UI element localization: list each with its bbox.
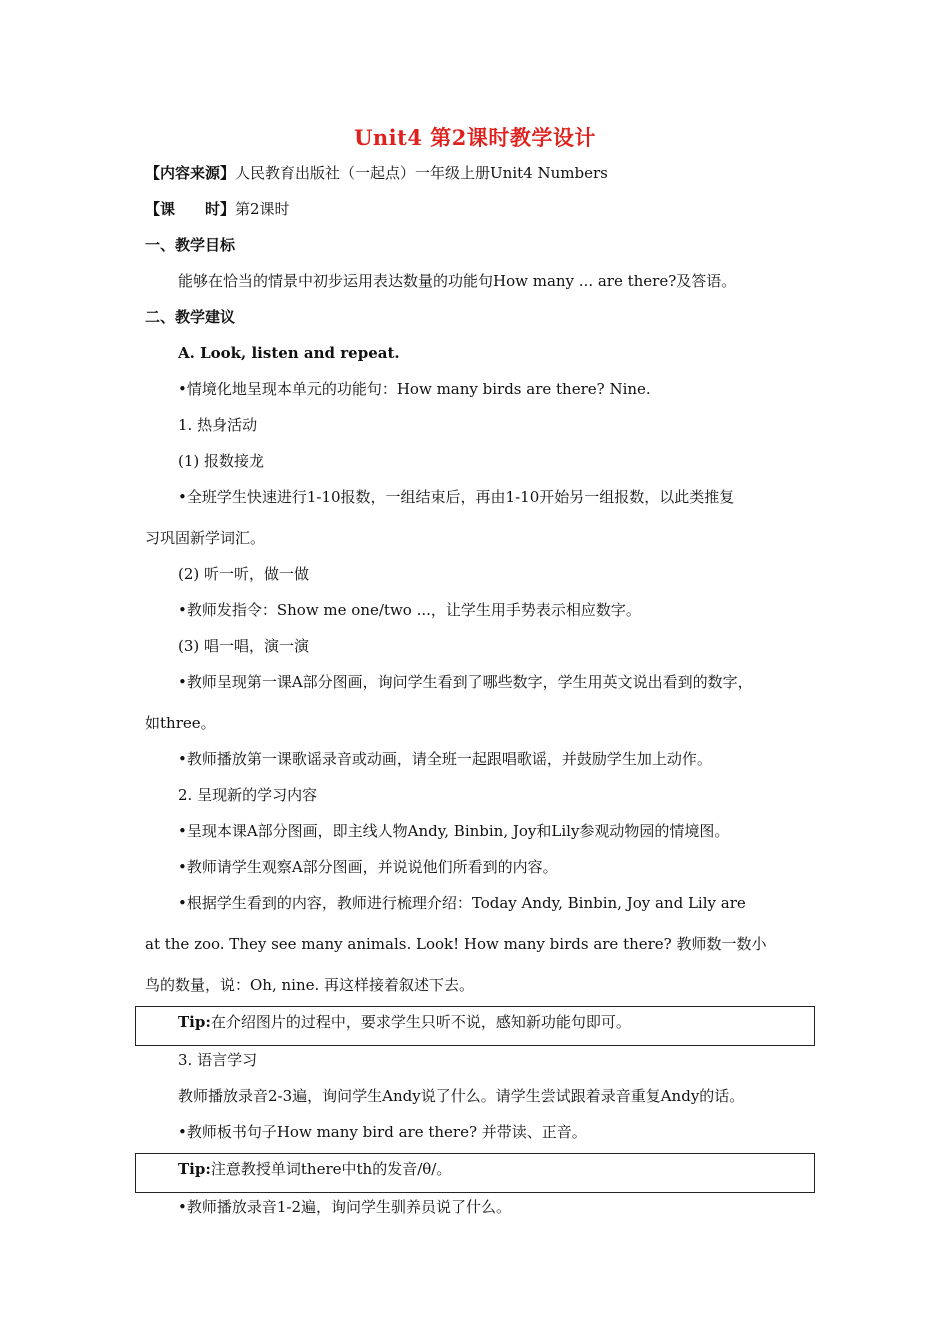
advice-heading: 二、教学建议 <box>145 308 236 326</box>
sub2-heading: (2) 听一听，做一做 <box>178 565 310 583</box>
step2-text-a: •呈现本课A部分图画，即主线人物Andy, Binbin, Joy和Lily参观动物园的情境图。 <box>178 822 730 840</box>
sub3-text-b: 如three。 <box>145 714 216 732</box>
step2-heading: 2. 呈现新的学习内容 <box>178 786 318 804</box>
step2-text-c1: •根据学生看到的内容，教师进行梳理介绍：Today Andy, Binbin, Joy and Lily are <box>178 894 746 912</box>
sub3-text-a: •教师呈现第一课A部分图画，询问学生看到了哪些数字，学生用英文说出看到的数字， <box>178 673 753 691</box>
source-label: 【内容来源】 <box>145 164 236 182</box>
step3-heading: 3. 语言学习 <box>178 1051 258 1069</box>
step3-text-b: •教师板书句子How many bird are there? 并带读、正音。 <box>178 1123 587 1141</box>
sub3-heading: (3) 唱一唱，演一演 <box>178 637 310 655</box>
step2-text-c3: 鸟的数量，说：Oh, nine. 再这样接着叙述下去。 <box>145 976 475 994</box>
tip2-label: Tip: <box>178 1160 211 1178</box>
part-a-intro: •情境化地呈现本单元的功能句：How many birds are there? Nine. <box>178 380 651 398</box>
period-line <box>145 199 290 219</box>
part-a-heading: A. Look, listen and repeat. <box>178 344 400 362</box>
tip1-text: 在介绍图片的过程中，要求学生只听不说，感知新功能句即可。 <box>210 1013 631 1031</box>
step3-text-c: •教师播放录音1-2遍，询问学生驯养员说了什么。 <box>178 1198 512 1216</box>
step3-text-a: 教师播放录音2-3遍，询问学生Andy说了什么。请学生尝试跟着录音重复Andy的话。 <box>178 1087 745 1105</box>
tip1-line <box>178 1012 631 1032</box>
step1-heading: 1. 热身活动 <box>178 416 258 434</box>
tip1-label: Tip: <box>178 1013 211 1031</box>
sub3-text-c: •教师播放第一课歌谣录音或动画，请全班一起跟唱歌谣，并鼓励学生加上动作。 <box>178 750 712 768</box>
tip2-line <box>178 1159 451 1179</box>
goals-text: 能够在恰当的情景中初步运用表达数量的功能句How many ... are there?及答语。 <box>178 272 737 290</box>
sub1-text-b: 习巩固新学词汇。 <box>145 529 266 547</box>
tip2-text: 注意教授单词there中th的发音/θ/。 <box>210 1160 452 1178</box>
step2-text-b: •教师请学生观察A部分图画，并说说他们所看到的内容。 <box>178 858 558 876</box>
step2-text-c2: at the zoo. They see many animals. Look! How many birds are there? 教师数一数小 <box>145 935 767 953</box>
page-title: Unit4 第2课时教学设计 <box>354 125 596 150</box>
goals-heading: 一、教学目标 <box>145 236 236 254</box>
source-value: 人民教育出版社（一起点）一年级上册Unit4 Numbers <box>235 164 608 182</box>
period-value: 第2课时 <box>235 200 290 218</box>
period-label: 【课 时】 <box>145 200 236 218</box>
sub1-text-a: •全班学生快速进行1-10报数，一组结束后，再由1-10开始另一组报数，以此类推复 <box>178 488 735 506</box>
sub2-text: •教师发指令：Show me one/two ...，让学生用手势表示相应数字。 <box>178 601 641 619</box>
source-line <box>145 163 608 183</box>
sub1-heading: (1) 报数接龙 <box>178 452 265 470</box>
